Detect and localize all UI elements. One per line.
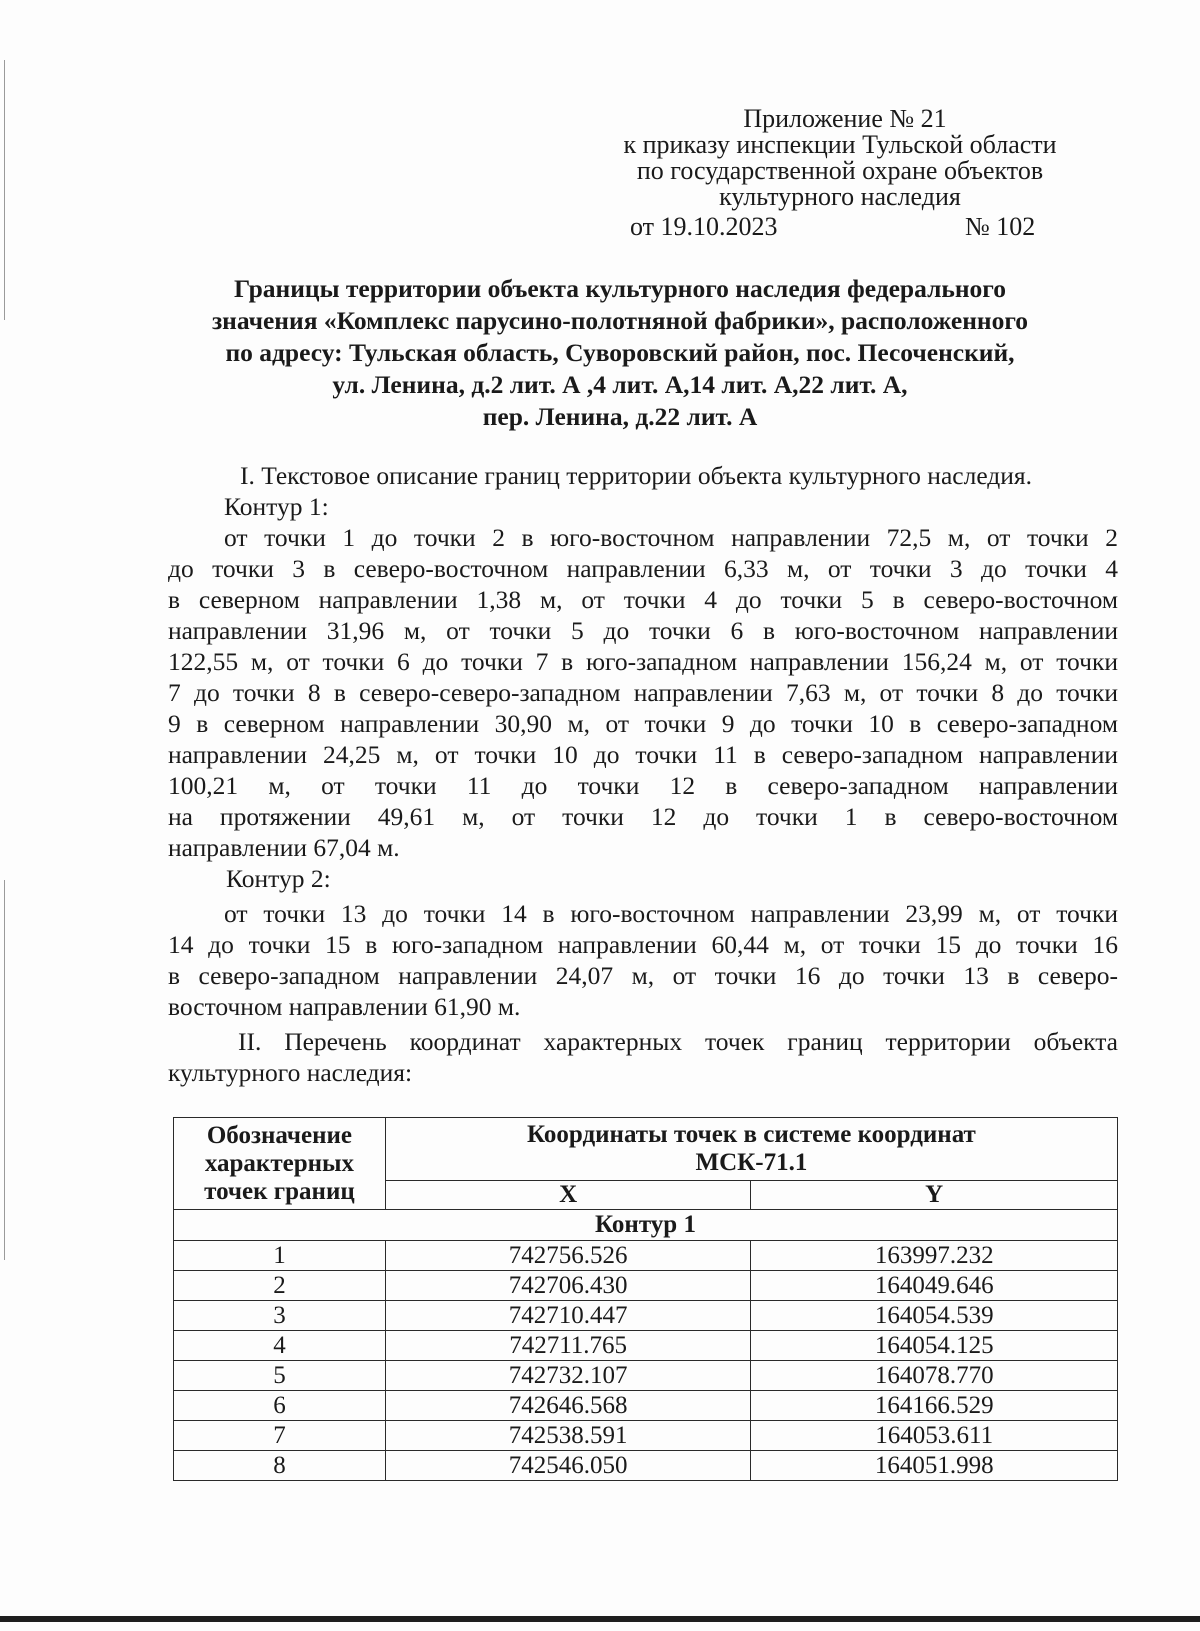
x-cell: 742546.050 [385, 1451, 751, 1481]
y-cell: 164166.529 [751, 1391, 1118, 1421]
y-cell: 164053.611 [751, 1421, 1118, 1451]
text-line: направлении 67,04 м. [168, 833, 400, 862]
x-column-header: X [385, 1181, 751, 1210]
y-cell: 164078.770 [751, 1361, 1118, 1391]
x-cell: 742538.591 [385, 1421, 751, 1451]
header-text: Обозначение [206, 1121, 353, 1149]
scan-bottom-edge [0, 1616, 1200, 1622]
text-line: от точки 1 до точки 2 в юго-восточном направлении 72,5 м, от точки 2 [224, 523, 1118, 552]
text-line: 100,21 м, от точки 11 до точки 12 в северо-западном направлении [168, 771, 1118, 800]
y-cell: 164049.646 [751, 1271, 1118, 1301]
point-cell: 4 [174, 1331, 386, 1361]
point-cell: 6 [174, 1391, 386, 1421]
table-row [174, 1421, 1118, 1451]
scan-edge-mark [4, 60, 5, 320]
title-line: пер. Ленина, д.22 лит. А [482, 402, 758, 431]
order-number: № 102 [965, 212, 1036, 241]
contour2-label: Контур 2: [226, 864, 331, 893]
scan-edge-mark [4, 880, 5, 1260]
contour1-table-label: Контур 1 [174, 1210, 1118, 1241]
table-row [174, 1331, 1118, 1361]
text-line: в северо-западном направлении 24,07 м, от точки 16 до точки 13 в северо- [168, 961, 1118, 990]
section2-heading [168, 1026, 1118, 1088]
x-cell: 742710.447 [385, 1301, 751, 1331]
contour-row [174, 1210, 1118, 1241]
x-cell: 742756.526 [385, 1241, 751, 1271]
x-cell: 742706.430 [385, 1271, 751, 1301]
point-cell: 8 [174, 1451, 386, 1481]
points-column-header [174, 1118, 386, 1210]
point-cell: 2 [174, 1271, 386, 1301]
x-cell: 742711.765 [385, 1331, 751, 1361]
header-text: характерных [204, 1149, 355, 1177]
header-text: точек границ [204, 1177, 355, 1205]
text-line: от точки 13 до точки 14 в юго-восточном направлении 23,99 м, от точки [224, 899, 1118, 928]
contour1-label: Контур 1: [224, 492, 329, 521]
title-line: по адресу: Тульская область, Суворовский район, пос. Песоченский, [225, 338, 1015, 367]
text-line: в северном направлении 1,38 м, от точки 4 до точки 5 в северо-восточном [168, 585, 1118, 614]
text-line: II. Перечень координат характерных точек границ территории объекта [238, 1027, 1118, 1056]
table-row [174, 1391, 1118, 1421]
table-row [174, 1271, 1118, 1301]
y-column-header: Y [751, 1181, 1118, 1210]
order-date: от 19.10.2023 [630, 212, 778, 241]
title-line: значения «Комплекс парусино-полотняной фабрики», расположенного [211, 306, 1029, 335]
contour2-description [168, 898, 1118, 1022]
header-text: МСК-71.1 [695, 1149, 808, 1176]
y-cell: 164051.998 [751, 1451, 1118, 1481]
text-line: восточном направлении 61,90 м. [168, 992, 521, 1021]
x-cell: 742646.568 [385, 1391, 751, 1421]
point-cell: 5 [174, 1361, 386, 1391]
x-cell: 742732.107 [385, 1361, 751, 1391]
y-cell: 163997.232 [751, 1241, 1118, 1271]
text-line: культурного наследия: [168, 1058, 413, 1087]
coordinate-system-header [385, 1118, 1117, 1181]
document-title [140, 273, 1100, 433]
section1-heading: I. Текстовое описание границ территории объекта культурного наследия. [240, 461, 1033, 490]
text-line: направлении 31,96 м, от точки 5 до точки 6 в юго-восточном направлении [168, 616, 1118, 645]
text-line: направлении 24,25 м, от точки 10 до точки 11 в северо-западном направлении [168, 740, 1118, 769]
title-line: ул. Ленина, д.2 лит. А ,4 лит. А,14 лит. А,22 лит. А, [332, 370, 908, 399]
text-line: 9 в северном направлении 30,90 м, от точки 9 до точки 10 в северо-западном [168, 709, 1118, 738]
appendix-header [560, 106, 1120, 210]
table-row [174, 1361, 1118, 1391]
table-row [174, 1451, 1118, 1481]
point-cell: 1 [174, 1241, 386, 1271]
order-authority: по государственной охране объектов [636, 156, 1044, 185]
title-line: Границы территории объекта культурного наследия федерального [233, 274, 1007, 303]
point-cell: 3 [174, 1301, 386, 1331]
point-cell: 7 [174, 1421, 386, 1451]
appendix-number: Приложение № 21 [743, 104, 947, 133]
text-line: на протяжении 49,61 м, от точки 12 до точки 1 в северо-восточном [168, 802, 1118, 831]
text-line: 122,55 м, от точки 6 до точки 7 в юго-западном направлении 156,24 м, от точки [168, 647, 1118, 676]
text-line: 14 до точки 15 в юго-западном направлении 60,44 м, от точки 15 до точки 16 [168, 930, 1118, 959]
coordinates-table [173, 1117, 1118, 1481]
order-reference: к приказу инспекции Тульской области [623, 130, 1057, 159]
text-line: 7 до точки 8 в северо-северо-западном направлении 7,63 м, от точки 8 до точки [168, 678, 1118, 707]
table-row [174, 1301, 1118, 1331]
table-row [174, 1241, 1118, 1271]
y-cell: 164054.539 [751, 1301, 1118, 1331]
y-cell: 164054.125 [751, 1331, 1118, 1361]
text-line: до точки 3 в северо-восточном направлении 6,33 м, от точки 3 до точки 4 [168, 554, 1118, 583]
contour1-description [168, 522, 1118, 863]
header-text: Координаты точек в системе координат [527, 1121, 976, 1148]
order-authority-end: культурного наследия [719, 182, 961, 211]
